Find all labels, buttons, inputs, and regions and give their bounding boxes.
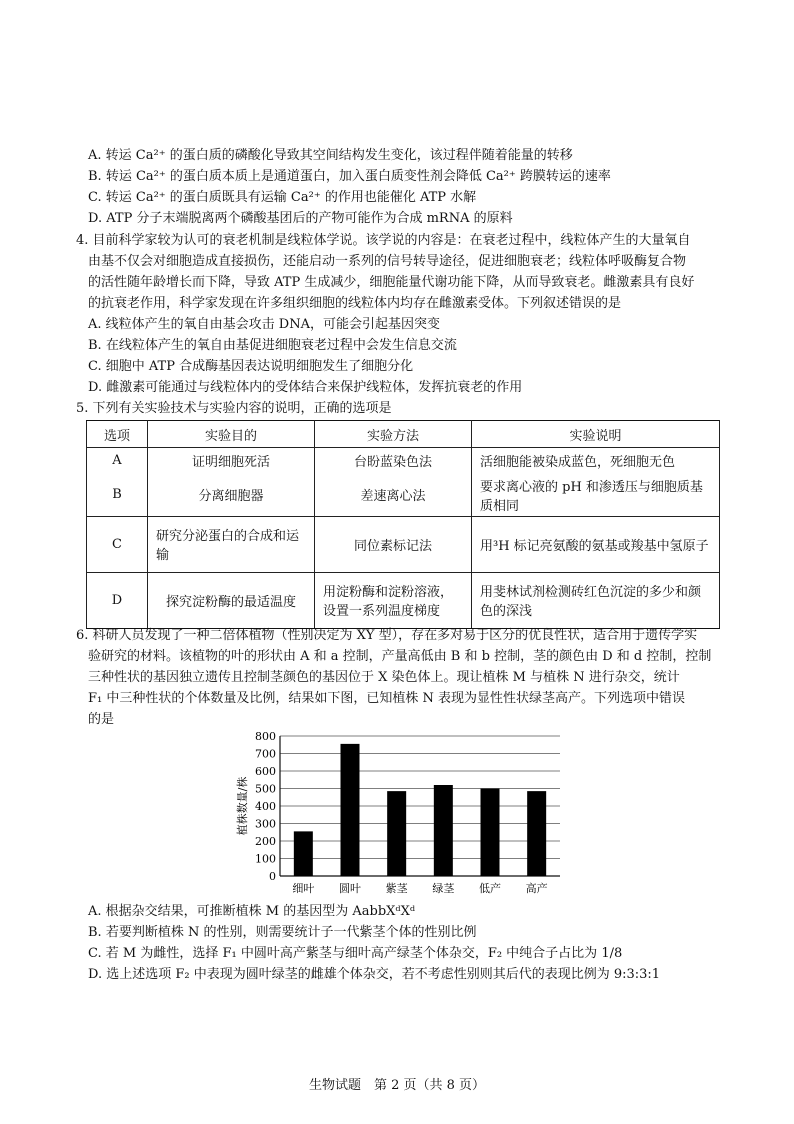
y-tick-label: 0 (269, 870, 276, 883)
bar (294, 831, 313, 876)
q3-option-c: C. 转运 Ca²⁺ 的蛋白质既具有运输 Ca²⁺ 的作用也能催化 ATP 水解 (88, 190, 477, 205)
bar (481, 789, 500, 877)
table-cell: 差速离心法 (315, 474, 472, 517)
bar (434, 785, 453, 876)
q4-option-c: C. 细胞中 ATP 合成酶基因表达说明细胞发生了细胞分化 (88, 359, 414, 374)
table-cell: B (87, 474, 148, 517)
table-header: 选项 (87, 421, 148, 448)
q6-stem-line: 的是 (88, 712, 115, 727)
table-cell: 活细胞能被染成蓝色，死细胞无色 (472, 448, 720, 474)
q4-option-a: A. 线粒体产生的氧自由基会攻击 DNA，可能会引起基因突变 (88, 317, 440, 332)
q6-stem-line: F₁ 中三种性状的个体数量及比例，结果如下图，已知植株 N 表现为显性性状绿茎高产。下列选项中错误 (88, 691, 686, 706)
x-tick-label: 细叶 (292, 882, 315, 895)
table-header: 实验说明 (472, 421, 720, 448)
q4-option-b: B. 在线粒体产生的氧自由基促进细胞衰老过程中会发生信息交流 (88, 338, 457, 353)
q4-stem-line: 的活性随年龄增长而下降，导致 ATP 生成减少，细胞能量代谢功能下降，从而导致衰老。雌激素具有良好 (88, 275, 695, 290)
x-tick-label: 高产 (525, 882, 548, 895)
table-cell: A (87, 448, 148, 474)
y-tick-label: 600 (255, 765, 276, 778)
bar (527, 791, 546, 876)
table-row (87, 474, 720, 517)
q6-stem-line: 6. 科研人员发现了一种二倍体植物（性别决定为 XY 型），存在多对易于区分的优良性状，适合用于遗传学实 (76, 628, 698, 643)
y-tick-label: 100 (255, 852, 276, 866)
q5-stem: 5. 下列有关实验技术与实验内容的说明，正确的选项是 (76, 401, 392, 416)
q4-stem-line: 的抗衰老作用，科学家发现在许多组织细胞的线粒体内均存在雌激素受体。下列叙述错误的是 (88, 296, 622, 311)
table-cell: 用³H 标记亮氨酸的氨基或羧基中氢原子 (472, 516, 720, 572)
table-row (87, 572, 720, 628)
q6-option-d: D. 选上述选项 F₂ 中表现为圆叶绿茎的雌雄个体杂交，若不考虑性别则其后代的表现比例为 9:3:3:1 (88, 967, 661, 982)
q4-option-d: D. 雌激素可能通过与线粒体内的受体结合来保护线粒体，发挥抗衰老的作用 (88, 380, 523, 395)
q3-option-d: D. ATP 分子末端脱离两个磷酸基团后的产物可能作为合成 mRNA 的原料 (88, 211, 513, 226)
table-cell: 同位素标记法 (315, 516, 472, 572)
table-cell: 探究淀粉酶的最适温度 (148, 572, 315, 628)
y-tick-label: 400 (255, 800, 276, 813)
table-cell: 要求离心液的 pH 和渗透压与细胞质基质相同 (472, 474, 720, 517)
experiment-table (86, 420, 720, 629)
table-cell: C (87, 516, 148, 572)
bar-chart (238, 728, 568, 900)
q6-stem-line: 三种性状的基因独立遗传且控制茎颜色的基因位于 X 染色体上。现让植株 M 与植株 N 进行杂交，统计 (88, 670, 680, 685)
y-tick-label: 700 (255, 747, 276, 761)
table-header-row (87, 421, 720, 448)
bar (341, 744, 360, 876)
x-tick-label: 低产 (479, 882, 501, 895)
table-cell: D (87, 572, 148, 628)
q6-option-b: B. 若要判断植株 N 的性别，则需要统计子一代紫茎个体的性别比例 (88, 925, 477, 940)
table-header: 实验方法 (315, 421, 472, 448)
table-row (87, 448, 720, 474)
y-tick-label: 300 (255, 817, 276, 831)
y-tick-label: 800 (255, 730, 276, 743)
x-tick-label: 紫茎 (385, 882, 408, 895)
table-cell: 用斐林试剂检测砖红色沉淀的多少和颜色的深浅 (472, 572, 720, 628)
table-cell: 台盼蓝染色法 (315, 448, 472, 474)
q6-stem-line: 验研究的材料。该植物的叶的形状由 A 和 a 控制，产量高低由 B 和 b 控制，茎的颜色由 D 和 d 控制，控制 (88, 649, 712, 664)
q6-option-c: C. 若 M 为雌性，选择 F₁ 中圆叶高产紫茎与细叶高产绿茎个体杂交，F₂ 中纯合子占比为 1/8 (88, 946, 623, 961)
table-cell: 研究分泌蛋白的合成和运输 (148, 516, 315, 572)
y-tick-label: 500 (255, 782, 276, 796)
table-header: 实验目的 (148, 421, 315, 448)
table-cell: 分离细胞器 (148, 474, 315, 517)
page-footer: 生物试题 第 2 页（共 8 页） (308, 1078, 486, 1093)
bar (387, 791, 406, 876)
y-tick-label: 200 (255, 835, 276, 848)
x-tick-label: 圆叶 (339, 882, 361, 895)
q4-stem-line: 4. 目前科学家较为认可的衰老机制是线粒体学说。该学说的内容是：在衰老过程中，线粒体产生的大量氧自 (76, 233, 691, 248)
table-cell: 用淀粉酶和淀粉溶液，设置一系列温度梯度 (315, 572, 472, 628)
table-row (87, 516, 720, 572)
table-cell: 证明细胞死活 (148, 448, 315, 474)
y-axis-label: 植株数量/株 (236, 776, 249, 836)
q3-option-b: B. 转运 Ca²⁺ 的蛋白质本质上是通道蛋白，加入蛋白质变性剂会降低 Ca²⁺ 跨膜转运的速率 (88, 169, 611, 184)
q6-option-a: A. 根据杂交结果，可推断植株 M 的基因型为 AabbXᵈXᵈ (88, 904, 416, 919)
q4-stem-line: 由基不仅会对细胞造成直接损伤，还能启动一系列的信号转导途径，促进细胞衰老；线粒体呼吸酶复合物 (88, 254, 687, 269)
q3-option-a: A. 转运 Ca²⁺ 的蛋白质的磷酸化导致其空间结构发生变化，该过程伴随着能量的转移 (88, 148, 573, 163)
x-tick-label: 绿茎 (432, 882, 455, 895)
